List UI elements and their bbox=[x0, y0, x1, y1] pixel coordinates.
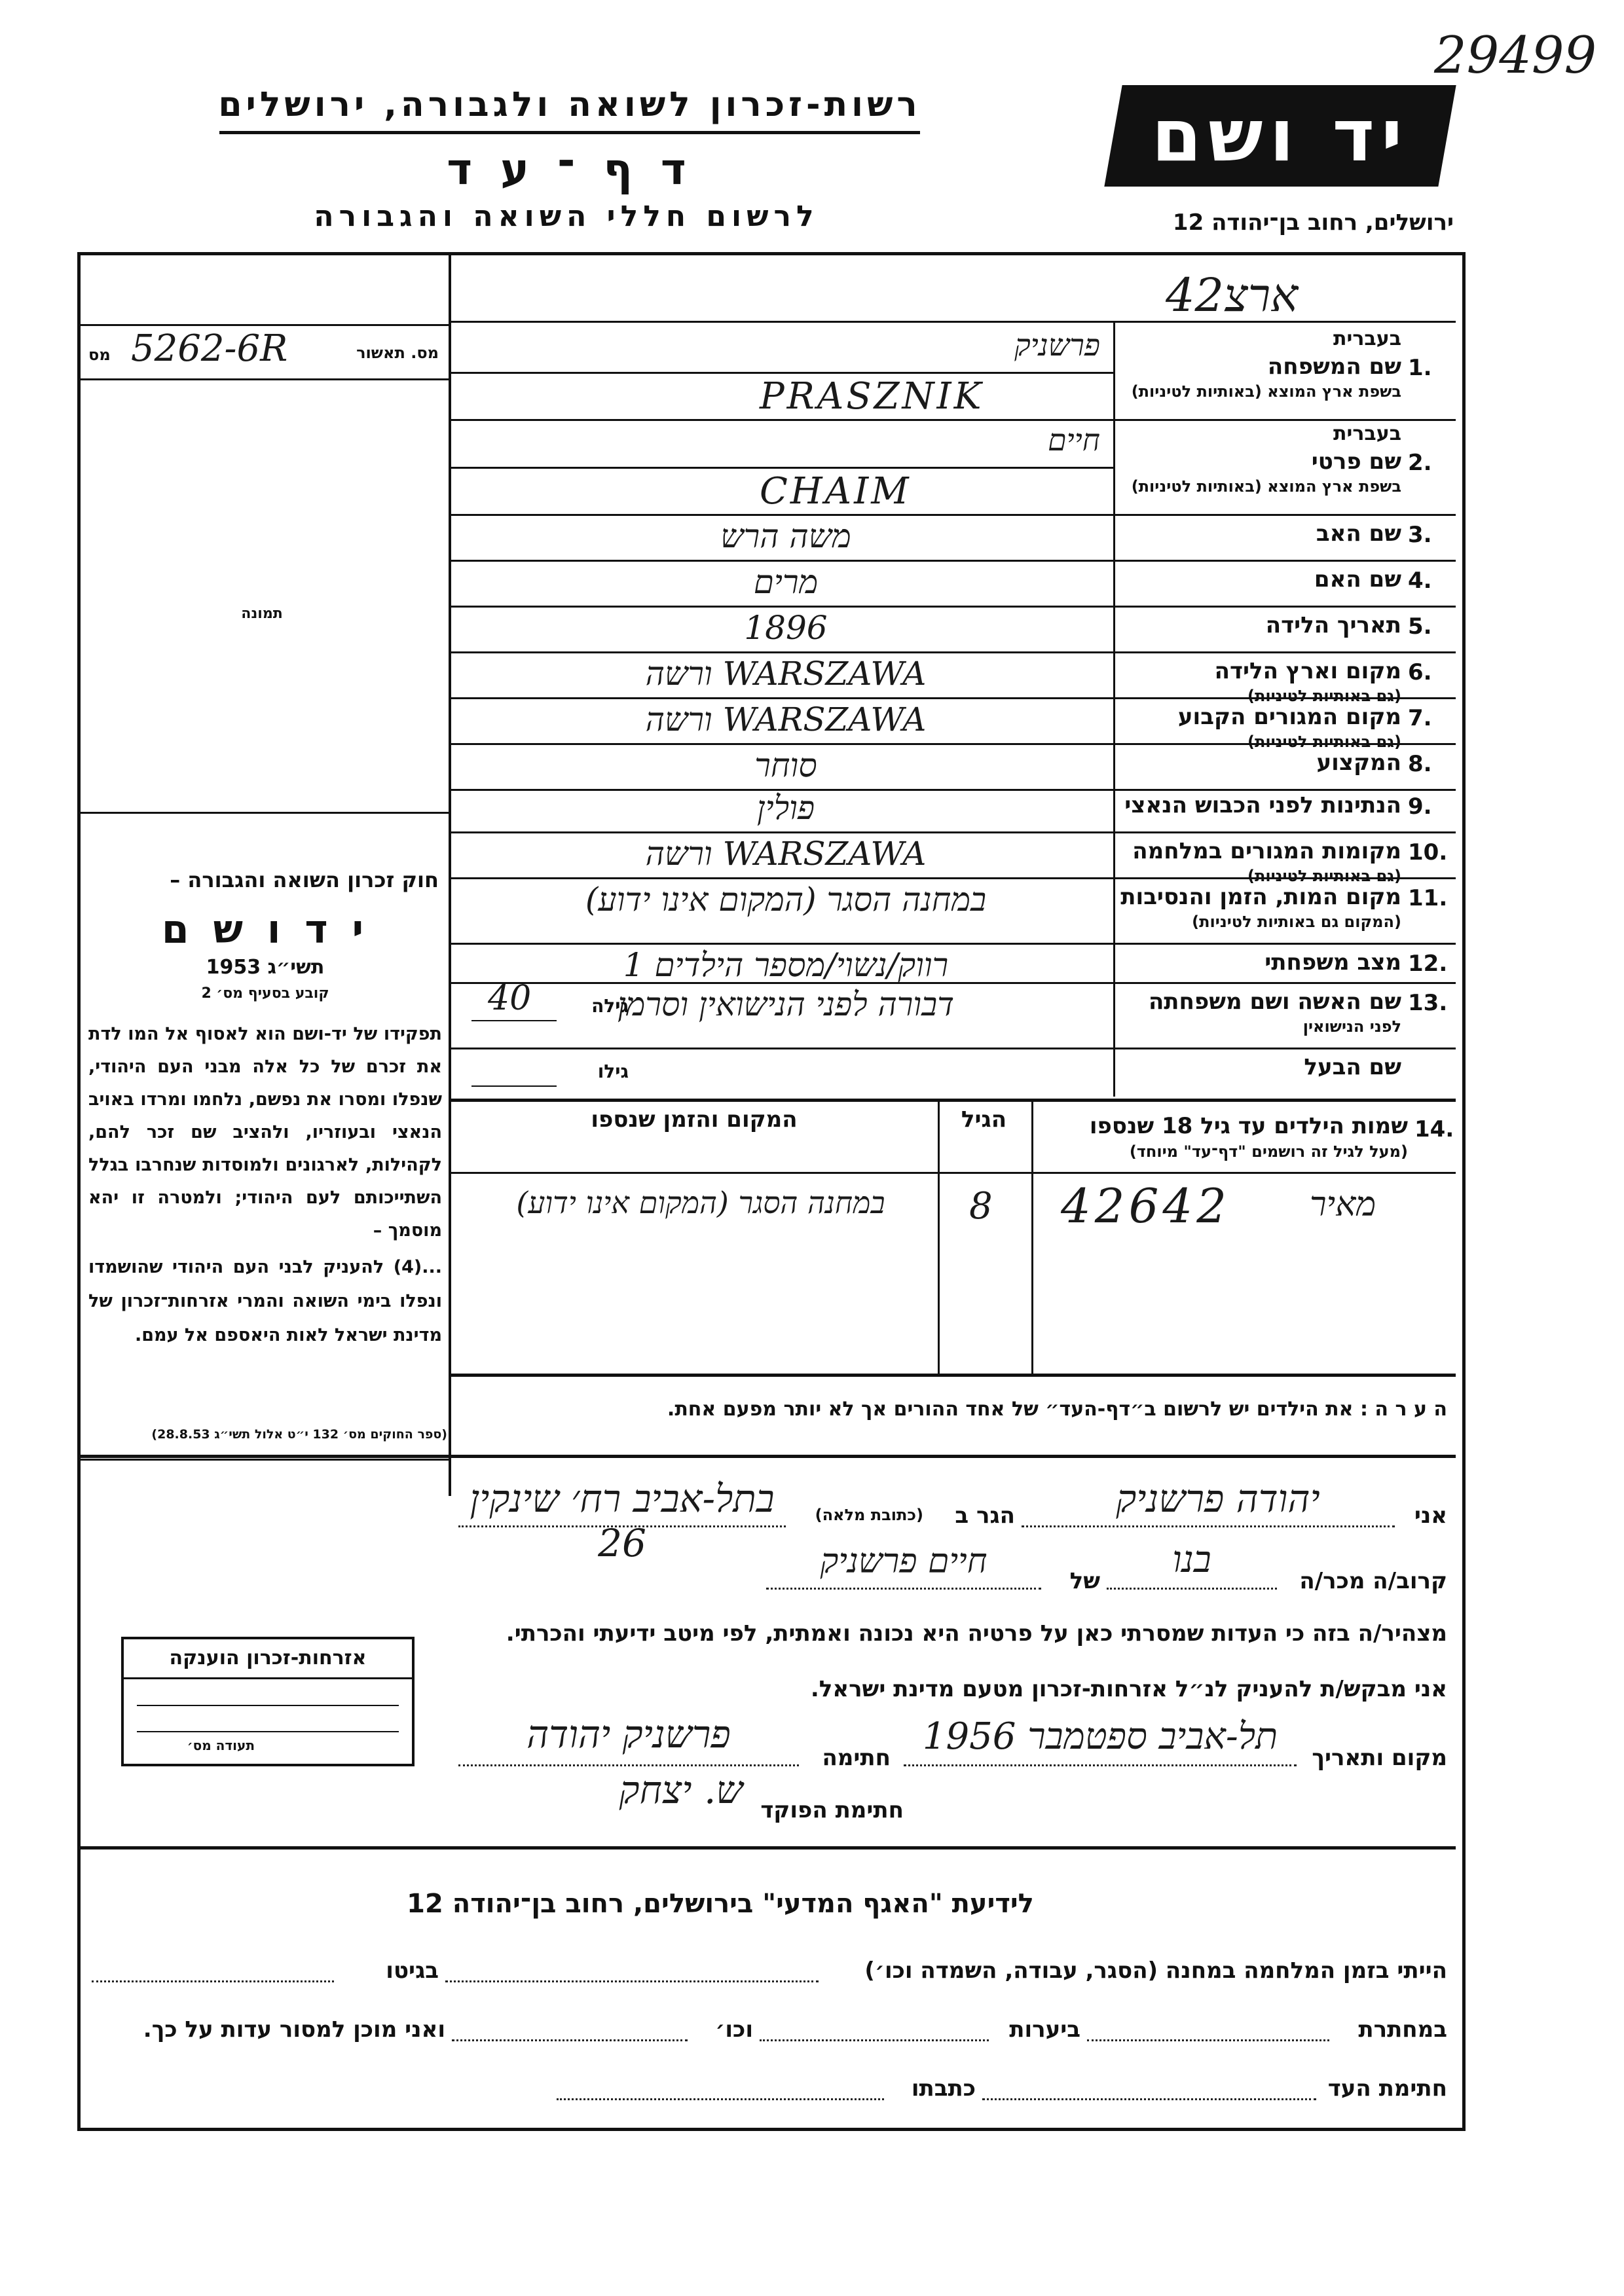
field-note: בשפת ארץ המוצא (באותיות לטיניות) bbox=[1131, 382, 1401, 401]
declaration-request: אני מבקש/ת להעניק לנ״ל אזרחות-זכרון מטעם מדינת ישראל. bbox=[810, 1676, 1447, 1702]
sidebar-photo-bottom bbox=[81, 812, 451, 814]
signature-line bbox=[458, 1764, 799, 1766]
field-value: פרשניק bbox=[1014, 327, 1100, 363]
stamp-box-cert-label: תעודה מס׳ bbox=[187, 1738, 255, 1753]
place-date-label: מקום ותאריך bbox=[1312, 1745, 1447, 1771]
registration-number: 5262-6R bbox=[131, 327, 288, 370]
remark: ה ע ר ה : את הילדים יש לרשום ב״דף-העד״ של אחד ההורים אך לא יותר מפעם אחת. bbox=[667, 1398, 1447, 1421]
address-label: (כתובת מלאה) bbox=[815, 1506, 923, 1524]
field-number: 13. bbox=[1408, 990, 1448, 1016]
child-name: מאיר bbox=[1310, 1185, 1376, 1224]
field-note: בשפת ארץ המוצא (באותיות לטיניות) bbox=[1131, 477, 1401, 496]
field-row-line bbox=[451, 943, 1456, 945]
field-label: שם הבעל bbox=[1304, 1054, 1401, 1080]
photo-label: תמונה bbox=[241, 606, 283, 622]
field-value: במחנה הסגר (המקום אינו ידוע) bbox=[585, 881, 987, 919]
law-text-2: ...(4) להעניק לבני העם היהודי שהושמדו ונפלו בימי השואה והמרי אזרחות־זכרון של מדינת ישראל לאות היאספם אל עמם. bbox=[88, 1257, 442, 1345]
field-value: 1896 bbox=[744, 609, 828, 647]
field-number: 9. bbox=[1408, 793, 1432, 820]
field-label: תאריך הלידה bbox=[1265, 612, 1401, 638]
law-year: תשי״ג 1953 bbox=[206, 956, 325, 979]
field-value: רווק/נשוי/מספר הילדים 1 bbox=[623, 946, 949, 984]
field-row-line bbox=[451, 651, 1456, 653]
sidebar-divider bbox=[449, 255, 451, 1496]
record-code: ארצ42 bbox=[1166, 268, 1299, 322]
field-number: 5. bbox=[1408, 613, 1432, 640]
footer-line1-dots-2 bbox=[92, 1980, 334, 1982]
sidebar-law-bottom bbox=[81, 1459, 451, 1461]
field-value: מרים bbox=[753, 563, 819, 601]
place-date-value: תל-אביב ספטמבר 1956 bbox=[922, 1715, 1278, 1758]
field-value: דבורה לפני הנישואין וסרמן bbox=[617, 985, 955, 1023]
field-row-line bbox=[451, 514, 1456, 516]
place-date-line bbox=[904, 1764, 1297, 1766]
field-number: 2. bbox=[1408, 450, 1432, 476]
children-num: 14. bbox=[1414, 1116, 1454, 1142]
header-address: ירושלים, רחוב בן־יהודה 12 bbox=[1172, 210, 1454, 236]
header-underline bbox=[219, 131, 920, 134]
of-line bbox=[766, 1588, 1041, 1590]
footer-line1-b: בגיטו bbox=[386, 1958, 439, 1984]
law-section: קובע בסעיף מס׳ 2 bbox=[201, 985, 329, 1002]
children-title: שמות הילדים עד גיל 18 שנספו bbox=[1089, 1113, 1408, 1139]
footer-line2-dots-2 bbox=[760, 2039, 989, 2041]
footer-heading: לידיעת "האגף המדעי" בירושלים, רחוב בן־יהודה 12 bbox=[407, 1889, 1034, 1919]
field-sub-label: בעברית bbox=[1333, 327, 1401, 350]
stamp-box-line-2 bbox=[137, 1731, 399, 1732]
footer-line1-dots bbox=[445, 1980, 819, 1982]
footer-line2-d: ואני מוכן למסור עדות על כך. bbox=[143, 2016, 445, 2043]
relation-value: בנו bbox=[1172, 1539, 1211, 1581]
field-note: לפני הנישואין bbox=[1302, 1017, 1401, 1036]
stamp-box-title: אזרחות-זכרון הוענקה bbox=[124, 1639, 412, 1679]
footer-line2-a: במחתרת bbox=[1358, 2016, 1447, 2043]
field-age-line bbox=[471, 1085, 557, 1087]
of-label: של bbox=[1069, 1568, 1100, 1594]
field-number: 6. bbox=[1408, 659, 1432, 685]
children-note: (מעל לגיל זה רושמים "דף־עד" מיוחד) bbox=[1129, 1142, 1408, 1161]
field-age-label: גילו bbox=[597, 1061, 629, 1082]
field-number: 12. bbox=[1408, 951, 1448, 977]
field-row-line bbox=[451, 831, 1456, 833]
field-number: 11. bbox=[1408, 885, 1448, 911]
law-reference: (ספר החוקים מס׳ 132 י״ט אלול תשי״ג 28.8.53) bbox=[151, 1427, 447, 1442]
stamp-box-line-1 bbox=[137, 1705, 399, 1706]
field-label: מקום המגורים הקבוע bbox=[1177, 704, 1401, 730]
field-number: 7. bbox=[1408, 705, 1432, 731]
registration-prefix: מס bbox=[88, 346, 111, 364]
declaration-i-label: אני bbox=[1414, 1503, 1447, 1529]
field-value: פולין bbox=[756, 789, 815, 827]
relation-line bbox=[1107, 1588, 1277, 1590]
archive-number: 29499 bbox=[1434, 26, 1597, 85]
reporter-name: יהודה פרשניק bbox=[1116, 1476, 1320, 1521]
relation-label: קרוב/ה מכר/ה bbox=[1299, 1568, 1447, 1594]
signature-label: חתימה bbox=[822, 1745, 891, 1771]
declaration-statement: מצהיר/ה בזה כי העדות שמסרתי כאן על פרטיה היא נכונה ואמתית, לפי מיטב ידיעתי והכרתי. bbox=[506, 1620, 1447, 1647]
field-number: 3. bbox=[1408, 522, 1432, 548]
field-value-latin: PRASZNIK bbox=[760, 374, 984, 418]
footer-line3-dots-1 bbox=[982, 2098, 1316, 2100]
field-label: שם האשה ושם משפחתה bbox=[1148, 989, 1401, 1015]
field-number: 4. bbox=[1408, 568, 1432, 594]
law-text-1: תפקידו של יד-ושם הוא לאסוף אל המו לדת את זכרם של כל אלה מבני העם היהודי, שנפלו ומסרו את נפשם, נלחמו ומרדו באויב הנאצי ובעוזריו, ולהציב שם זכר להם, לקהילות, לארגונים ולמוסדות שנחרבו בגלל השתייכותם לעם היהודי; ולמטרה זו יהא מוסמך – bbox=[88, 1024, 442, 1241]
authority-title: רשות-זכרון לשואה ולגבורה, ירושלים bbox=[218, 85, 921, 124]
footer-line3-a: חתימת העד bbox=[1327, 2075, 1447, 2102]
footer-line2-dots-3 bbox=[452, 2039, 688, 2041]
field-age-line bbox=[471, 1020, 557, 1021]
field-age-label: גילה bbox=[591, 995, 629, 1017]
field-row-line bbox=[451, 419, 1456, 421]
field-value-latin: CHAIM bbox=[760, 469, 912, 513]
field-label: שם המשפחה bbox=[1267, 354, 1401, 380]
field-label: מצב משפחתי bbox=[1264, 949, 1401, 975]
field-note: (גם באותיות לטיניות) bbox=[1247, 733, 1401, 751]
lives-label: הגר ב bbox=[955, 1503, 1015, 1529]
field-label: המקצוע bbox=[1316, 750, 1401, 776]
logo-text: יד ושם bbox=[1151, 94, 1409, 177]
field-value: WARSZAWA ורשה bbox=[645, 701, 927, 738]
sidebar-reg-line bbox=[81, 378, 451, 380]
field-row-line bbox=[451, 1048, 1456, 1049]
field-value: משה הרש bbox=[720, 517, 851, 555]
field-number: 10. bbox=[1408, 839, 1448, 866]
footer-line1-a: הייתי בזמן המלחמה במחנה (הסגר, עבודה, השמדה וכו׳) bbox=[864, 1958, 1447, 1984]
field-sub-label: בעברית bbox=[1333, 422, 1401, 445]
field-row-line bbox=[451, 560, 1456, 562]
field-value: חיים bbox=[1047, 422, 1100, 458]
children-col-place-label: המקום והזמן שנספו bbox=[591, 1106, 798, 1133]
footer-line2-b: ביערות bbox=[1009, 2016, 1080, 2043]
field-value: WARSZAWA ורשה bbox=[645, 655, 927, 693]
sidebar-top-line bbox=[81, 324, 451, 326]
child-place: במחנה הסגר (המקום אינו ידוע) bbox=[516, 1185, 885, 1220]
field-note: (המקום גם באותיות לטיניות) bbox=[1192, 913, 1401, 931]
law-name: י ד ו ש ם bbox=[161, 907, 369, 953]
children-top-line bbox=[451, 1099, 1456, 1102]
registration-label: מס. תאשור bbox=[356, 344, 439, 362]
children-col-name bbox=[1031, 1100, 1033, 1375]
footer-line2-c: וכו׳ bbox=[715, 2016, 753, 2043]
field-value: WARSZAWA ורשה bbox=[645, 835, 927, 873]
field-note: (גם באותיות לטיניות) bbox=[1247, 867, 1401, 885]
form-subtitle: לרשום חללי השואה והגבורה bbox=[314, 200, 819, 233]
field-number: 1. bbox=[1408, 355, 1432, 381]
field-age-value: 40 bbox=[488, 979, 532, 1018]
child-code: 42642 bbox=[1061, 1178, 1231, 1233]
children-col-age bbox=[938, 1100, 940, 1375]
children-bottom-line bbox=[451, 1374, 1456, 1377]
field-label: שם האם bbox=[1314, 566, 1401, 592]
field-label: מקומות המגורים במלחמה bbox=[1132, 838, 1401, 864]
field-label: שם פרטי bbox=[1311, 448, 1401, 475]
field-note: (גם באותיות לטיניות) bbox=[1247, 687, 1401, 705]
footer-line3-b: כתבתו bbox=[911, 2075, 976, 2102]
signature-value: פרשניק יהודה bbox=[526, 1712, 731, 1757]
footer-line3-dots-2 bbox=[557, 2098, 884, 2100]
yad-vashem-logo bbox=[1104, 85, 1456, 187]
main-top-line bbox=[451, 321, 1456, 323]
field-label: מקום המות, הזמן והנסיבות bbox=[1120, 884, 1401, 910]
field-label: שם האב bbox=[1316, 520, 1401, 547]
children-col-age-label: הגיל bbox=[961, 1106, 1007, 1133]
field-label: הנתינות לפני הכבוש הנאצי bbox=[1124, 792, 1401, 818]
field-value: סוחר bbox=[754, 746, 817, 784]
children-header-line bbox=[451, 1172, 1456, 1174]
field-row-line bbox=[451, 606, 1456, 608]
child-age: 8 bbox=[969, 1185, 993, 1228]
field-row-split bbox=[451, 372, 1113, 374]
address-value: בתל-אביב רח׳ שינקין 26 bbox=[470, 1476, 775, 1565]
field-label: מקום וארץ הלידה bbox=[1214, 658, 1401, 684]
field-number: 8. bbox=[1408, 751, 1432, 777]
footer-top-line bbox=[81, 1846, 1456, 1850]
citizenship-stamp-box bbox=[121, 1637, 415, 1766]
clerk-label: חתימת הפוקד bbox=[760, 1797, 904, 1823]
form-title: ד ף ־ ע ד bbox=[447, 144, 693, 194]
of-name: חיים פרשניק bbox=[820, 1542, 987, 1581]
reporter-line bbox=[1022, 1525, 1395, 1527]
remark-bottom-line bbox=[81, 1455, 1456, 1458]
field-row-split bbox=[451, 467, 1113, 469]
footer-line2-dots-1 bbox=[1087, 2039, 1329, 2041]
clerk-signature: ש. יצחק bbox=[619, 1768, 743, 1812]
law-title: חוק זכרון השואה והגבורה – bbox=[170, 867, 439, 892]
